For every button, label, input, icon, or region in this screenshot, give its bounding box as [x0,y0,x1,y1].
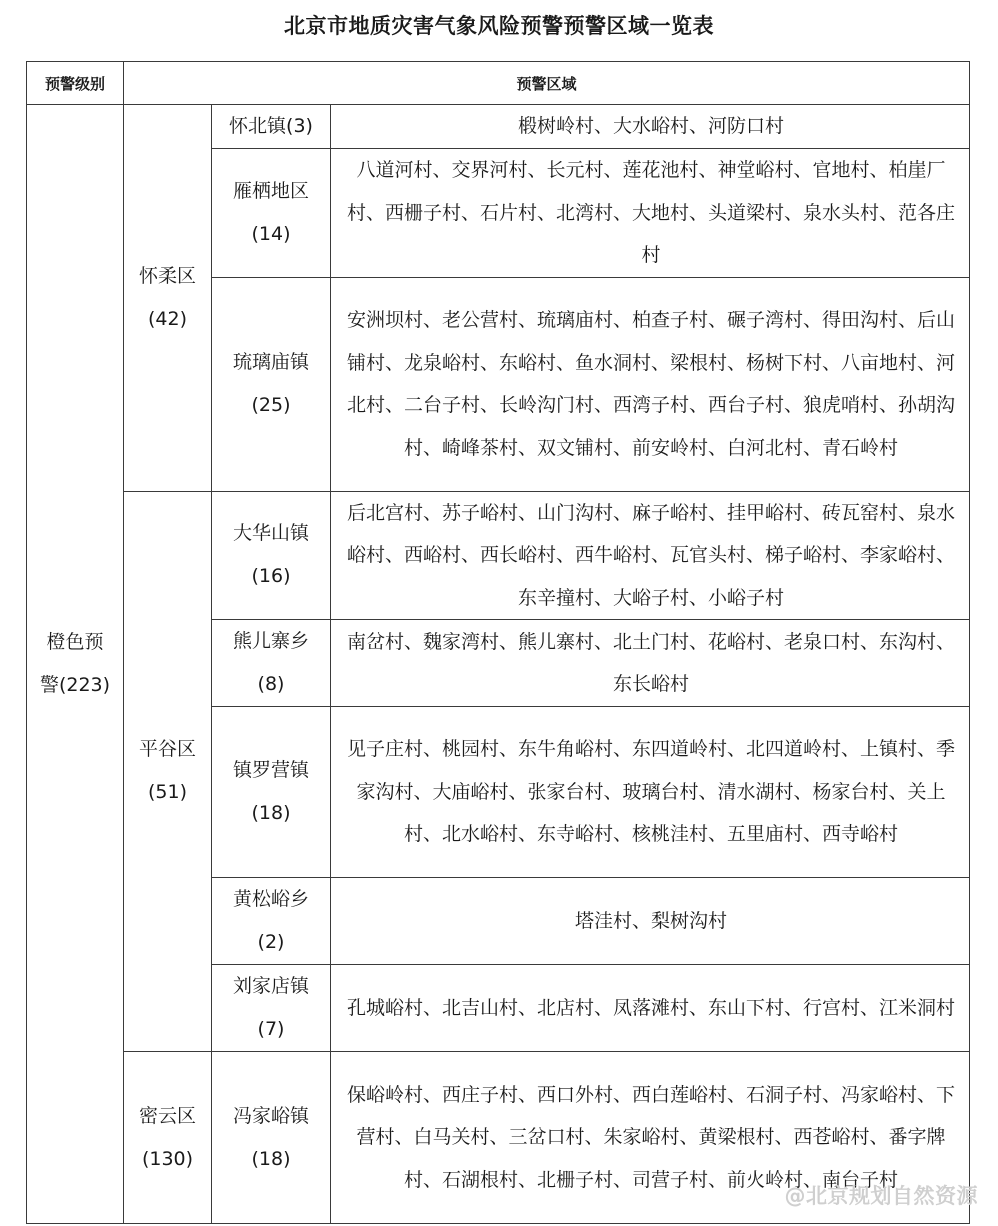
town-count: (18) [251,802,291,824]
town-name: 琉璃庙镇 [232,351,309,373]
town-cell [212,965,331,1052]
district-cell-huairou [124,105,212,492]
villages-cell: 保峪岭村、西庄子村、西口外村、西白莲峪村、石洞子村、冯家峪村、下营村、白马关村、三岔口村、朱家峪村、黄梁根村、西苍峪村、番字牌村、石湖根村、北栅子村、司营子村、前火岭村、南台子村 [331,1052,970,1224]
page-title: 北京市地质灾害气象风险预警预警区域一览表 [284,14,714,38]
villages-cell: 后北宫村、苏子峪村、山门沟村、麻子峪村、挂甲峪村、砖瓦窑村、泉水峪村、西峪村、西长峪村、西牛峪村、瓦官头村、梯子峪村、李家峪村、东辛撞村、大峪子村、小峪子村 [331,491,970,620]
district-count: (51) [147,781,187,804]
town-cell [212,277,331,491]
town-cell [212,707,331,878]
town-name: 大华山镇 [232,522,309,545]
warning-level-line2: 警(223) [39,674,111,696]
villages-cell: 南岔村、魏家湾村、熊儿寨村、北土门村、花峪村、老泉口村、东沟村、东长峪村 [331,620,970,707]
town-cell [212,878,331,965]
district-count: (42) [147,307,187,330]
town-count: (25) [251,394,291,416]
town-name: 镇罗营镇 [232,759,309,781]
town-count: (7) [257,1018,285,1040]
town-cell [212,491,331,620]
watermark: @北京规划自然资源 [784,1184,978,1208]
town-count: (14) [251,222,291,245]
header-level: 预警级别 [27,62,124,105]
town-count: (8) [257,673,285,695]
table-row [27,491,970,620]
town-count: (16) [251,565,291,588]
header-region: 预警区域 [124,62,970,105]
town-name: 冯家峪镇 [232,1104,309,1127]
warning-area-table [26,61,970,1224]
town-name: 黄松峪乡 [232,888,309,910]
villages-cell: 孔城峪村、北吉山村、北店村、凤落滩村、东山下村、行宫村、江米洞村 [331,965,970,1052]
villages-cell: 椴树岭村、大水峪村、河防口村 [331,105,970,149]
villages-cell: 安洲坝村、老公营村、琉璃庙村、柏查子村、碾子湾村、得田沟村、后山铺村、龙泉峪村、东峪村、鱼水洞村、梁根村、杨树下村、八亩地村、河北村、二台子村、长岭沟门村、西湾子村、西台子村、狼虎哨村、孙胡沟村、崎峰茶村、双文铺村、前安岭村、白河北村、青石岭村 [331,277,970,491]
town-name: 雁栖地区 [232,179,309,202]
table-header-row [27,62,970,105]
town-name: 熊儿寨乡 [232,630,309,652]
table-row [27,105,970,149]
district-name: 怀柔区 [138,264,196,287]
town-cell [212,149,331,278]
town-cell [212,620,331,707]
district-cell-pinggu [124,491,212,1052]
district-cell-miyun [124,1052,212,1224]
town-name: 怀北镇(3) [229,115,313,137]
town-count: (18) [251,1147,291,1170]
district-count: (130) [141,1147,194,1170]
district-name: 平谷区 [138,738,196,761]
villages-cell: 塔洼村、梨树沟村 [331,878,970,965]
town-count: (2) [257,931,285,953]
warning-level-cell [27,105,124,1224]
town-cell [212,105,331,149]
district-name: 密云区 [138,1104,196,1127]
villages-cell: 见子庄村、桃园村、东牛角峪村、东四道岭村、北四道岭村、上镇村、季家沟村、大庙峪村、张家台村、玻璃台村、清水湖村、杨家台村、关上村、北水峪村、东寺峪村、核桃洼村、五里庙村、西寺峪村 [331,707,970,878]
villages-cell: 八道河村、交界河村、长元村、莲花池村、神堂峪村、官地村、柏崖厂村、西栅子村、石片村、北湾村、大地村、头道梁村、泉水头村、范各庄村 [331,149,970,278]
warning-level-line1: 橙色预 [46,631,104,653]
town-cell [212,1052,331,1224]
town-name: 刘家店镇 [232,975,309,997]
